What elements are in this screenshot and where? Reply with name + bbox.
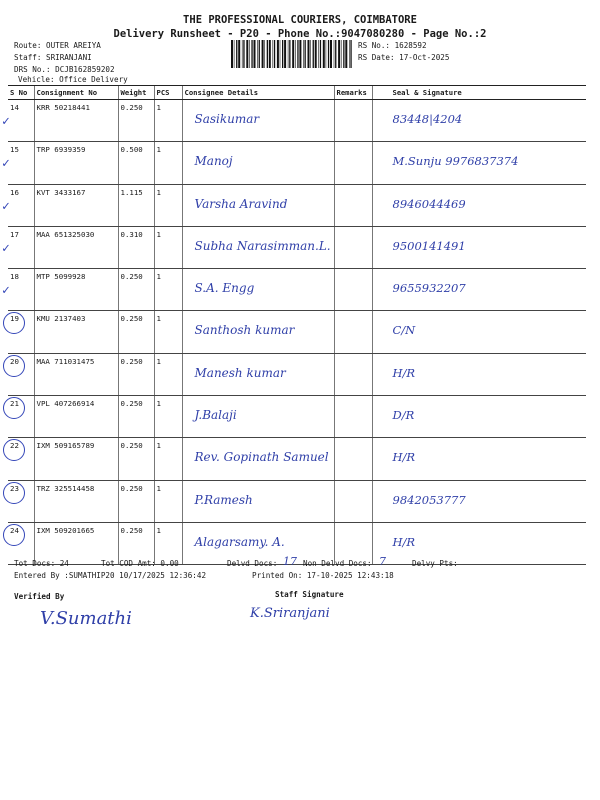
check-mark-icon: ✓	[2, 198, 10, 214]
barcode-bar	[303, 40, 304, 68]
pcs-cell: 1	[154, 480, 182, 522]
signature-cell	[372, 480, 586, 522]
drs-label: DRS No.: DCJB162859202	[14, 65, 115, 74]
consignment-cell: MAA 651325030	[34, 226, 118, 268]
table-row	[8, 396, 586, 438]
barcode-bar	[310, 40, 311, 68]
col-remarks: Remarks	[334, 86, 372, 100]
weight-cell: 0.250	[118, 438, 154, 480]
barcode-bar	[323, 40, 325, 68]
col-seal-signature: Seal & Signature	[372, 86, 586, 100]
rs-date: RS Date: 17-Oct-2025	[358, 53, 450, 62]
barcode-bar	[305, 40, 306, 68]
remarks-cell	[334, 269, 372, 311]
pcs-cell: 1	[154, 142, 182, 184]
barcode-bar	[246, 40, 248, 68]
sno-cell	[2, 226, 34, 268]
delivered-docs-label: Delvd Docs:	[227, 559, 278, 568]
sno-cell	[2, 142, 34, 184]
pcs-cell: 1	[154, 522, 182, 564]
consignee-cell	[182, 311, 334, 353]
barcode-bar	[288, 40, 289, 68]
circle-mark-icon	[3, 524, 25, 546]
barcode-bar	[292, 40, 294, 68]
consignee-handwritten: Santhosh kumar	[194, 323, 295, 338]
barcode-bar	[313, 40, 314, 68]
consignment-cell: VPL 407266914	[34, 396, 118, 438]
table-header-row	[8, 86, 586, 100]
col-consignee: Consignee Details	[182, 86, 334, 100]
sno-cell	[8, 480, 34, 522]
consignee-handwritten: Manoj	[194, 154, 233, 169]
weight-cell: 0.250	[118, 269, 154, 311]
weight-cell: 1.115	[118, 184, 154, 226]
barcode-bar	[335, 40, 336, 68]
consignee-cell	[182, 353, 334, 395]
remarks-cell	[334, 480, 372, 522]
table-row	[8, 100, 586, 142]
barcode-bar	[345, 40, 347, 68]
check-mark-icon: ✓	[2, 156, 10, 172]
seal-signature-handwritten: C/N	[392, 323, 416, 338]
verifier-signature: V.Sumathi	[40, 608, 132, 629]
consignment-cell: MTP 5099928	[34, 269, 118, 311]
circle-mark-icon	[3, 482, 25, 504]
consignment-cell: IXM 509201665	[34, 522, 118, 564]
table-row	[8, 311, 586, 353]
consignment-cell: KRR 50218441	[34, 100, 118, 142]
sno-cell	[2, 100, 34, 142]
company-title: THE PROFESSIONAL COURIERS, COIMBATORE	[183, 14, 417, 26]
signature-cell	[372, 311, 586, 353]
weight-cell: 0.250	[118, 353, 154, 395]
barcode-bar	[234, 40, 235, 68]
consignee-cell	[182, 184, 334, 226]
barcode-bar	[299, 40, 301, 68]
signature-cell	[372, 226, 586, 268]
circle-mark-icon	[3, 439, 25, 461]
barcode-bar	[343, 40, 344, 68]
barcode-bar	[350, 40, 351, 68]
sno-cell	[8, 353, 34, 395]
barcode-bar	[249, 40, 250, 68]
sno-value: 23	[10, 483, 19, 493]
table-row	[8, 226, 586, 268]
weight-cell: 0.500	[118, 142, 154, 184]
vehicle-label: Vehicle: Office Delivery	[18, 75, 128, 84]
barcode-bar	[326, 40, 327, 68]
seal-signature-handwritten: 9500141491	[392, 238, 466, 253]
consignment-cell: KMU 2137403	[34, 311, 118, 353]
table-row	[8, 142, 586, 184]
barcode-bar	[341, 40, 342, 68]
weight-cell: 0.250	[118, 311, 154, 353]
pcs-cell: 1	[154, 226, 182, 268]
barcode-bar	[289, 40, 290, 68]
barcode-bar	[269, 40, 271, 68]
remarks-cell	[334, 100, 372, 142]
circle-mark-icon	[3, 397, 25, 419]
seal-signature-handwritten: 8946044469	[392, 196, 466, 211]
barcode-bar	[315, 40, 317, 68]
seal-signature-handwritten: 9655932207	[392, 281, 466, 296]
remarks-cell	[334, 142, 372, 184]
signature-cell	[372, 100, 586, 142]
col-consignment: Consignment No	[34, 86, 118, 100]
barcode-bar	[262, 40, 264, 68]
barcode-bar	[282, 40, 283, 68]
consignee-handwritten: Subha Narasimman.L.	[194, 238, 331, 253]
consignment-cell: MAA 711031475	[34, 353, 118, 395]
circle-mark-icon	[3, 312, 25, 334]
consignee-handwritten: Manesh kumar	[194, 365, 286, 380]
non-delivered-docs-count: 7	[379, 555, 386, 568]
barcode-bar	[338, 40, 340, 68]
pcs-cell: 1	[154, 311, 182, 353]
barcode-bar	[280, 40, 281, 68]
barcode-bar	[264, 40, 265, 68]
remarks-cell	[334, 353, 372, 395]
remarks-cell	[334, 438, 372, 480]
verified-by-label: Verified By	[14, 592, 65, 601]
sno-value: 17	[10, 229, 19, 239]
sno-value: 22	[10, 441, 19, 451]
barcode-bar	[274, 40, 275, 68]
signature-cell	[372, 396, 586, 438]
seal-signature-handwritten: D/R	[392, 408, 415, 423]
remarks-cell	[334, 396, 372, 438]
consignee-cell	[182, 226, 334, 268]
sno-value: 18	[10, 272, 19, 282]
barcode-bar	[284, 40, 286, 68]
barcode-bar	[254, 40, 256, 68]
remarks-cell	[334, 226, 372, 268]
pcs-cell: 1	[154, 438, 182, 480]
staff-signature: K.Sriranjani	[250, 606, 330, 621]
col-sno: S No	[8, 86, 34, 100]
sno-value: 21	[10, 399, 19, 409]
table-row	[8, 522, 586, 564]
sno-value: 19	[10, 314, 19, 324]
signature-cell	[372, 522, 586, 564]
consignee-handwritten: P.Ramesh	[194, 492, 253, 507]
pcs-cell: 1	[154, 269, 182, 311]
signature-cell	[372, 269, 586, 311]
barcode-bar	[318, 40, 319, 68]
consignment-cell: KVT 3433167	[34, 184, 118, 226]
non-delivered-docs-label: Non Delvd Docs:	[303, 559, 372, 568]
printed-on: Printed On: 17-10-2025 12:43:18	[252, 571, 394, 580]
consignee-handwritten: J.Balaji	[194, 408, 237, 423]
barcode	[230, 40, 354, 68]
consignee-handwritten: Rev. Gopinath Samuel	[194, 450, 329, 465]
consignment-cell: TRZ 325514458	[34, 480, 118, 522]
staff-signature-label: Staff Signature	[275, 590, 344, 599]
pcs-cell: 1	[154, 396, 182, 438]
barcode-bar	[243, 40, 244, 68]
pcs-cell: 1	[154, 184, 182, 226]
weight-cell: 0.250	[118, 100, 154, 142]
signature-cell	[372, 438, 586, 480]
table-row	[8, 353, 586, 395]
sno-value: 14	[10, 103, 19, 112]
total-docs: Tot Docs: 24	[14, 559, 69, 568]
seal-signature-handwritten: H/R	[392, 365, 416, 380]
consignee-cell	[182, 438, 334, 480]
barcode-bar	[295, 40, 296, 68]
col-pcs: PCS	[154, 86, 182, 100]
barcode-bar	[334, 40, 335, 68]
weight-cell: 0.250	[118, 396, 154, 438]
route-label: Route: OUTER AREIYA	[14, 41, 101, 50]
barcode-bar	[328, 40, 329, 68]
table-row	[8, 184, 586, 226]
sno-cell	[8, 396, 34, 438]
consignee-cell	[182, 480, 334, 522]
rs-number: RS No.: 1628592	[358, 41, 427, 50]
consignee-handwritten: Sasikumar	[194, 112, 260, 126]
check-mark-icon: ✓	[2, 114, 10, 129]
sno-value: 20	[10, 356, 19, 366]
check-mark-icon: ✓	[2, 283, 10, 299]
weight-cell: 0.250	[118, 522, 154, 564]
seal-signature-handwritten: M.Sunju 9976837374	[392, 154, 519, 169]
signature-cell	[372, 142, 586, 184]
pcs-cell: 1	[154, 353, 182, 395]
staff-label: Staff: SRIRANJANI	[14, 53, 92, 62]
circle-mark-icon	[3, 355, 25, 377]
seal-signature-handwritten: H/R	[392, 450, 416, 465]
barcode-bar	[320, 40, 321, 68]
weight-cell: 0.310	[118, 226, 154, 268]
delivered-docs-count: 17	[283, 555, 297, 568]
col-weight: Weight	[118, 86, 154, 100]
runsheet-table	[2, 85, 586, 565]
sno-value: 15	[10, 145, 19, 155]
barcode-bar	[259, 40, 260, 68]
pcs-cell: 1	[154, 100, 182, 142]
weight-cell: 0.250	[118, 480, 154, 522]
barcode-bar	[242, 40, 243, 68]
barcode-bar	[231, 40, 233, 68]
signature-cell	[372, 184, 586, 226]
remarks-cell	[334, 184, 372, 226]
remarks-cell	[334, 311, 372, 353]
total-cod: Tot COD Amt: 0.00	[101, 559, 179, 568]
runsheet-title: Delivery Runsheet - P20 - Phone No.:9047080280 - Page No.:2	[113, 28, 487, 40]
consignee-cell	[182, 396, 334, 438]
consignee-cell	[182, 142, 334, 184]
table-row	[8, 269, 586, 311]
consignee-handwritten: Varsha Aravind	[194, 196, 288, 211]
barcode-bar	[238, 40, 240, 68]
sno-cell	[8, 438, 34, 480]
barcode-bar	[330, 40, 332, 68]
signature-cell	[372, 353, 586, 395]
delivery-points-label: Delvy Pts:	[412, 559, 458, 568]
sno-cell	[2, 269, 34, 311]
seal-signature-handwritten: H/R	[392, 534, 416, 549]
barcode-bar	[349, 40, 350, 68]
barcode-bar	[257, 40, 258, 68]
consignment-cell: TRP 6939359	[34, 142, 118, 184]
sno-cell	[2, 184, 34, 226]
entered-by: Entered By :SUMATHIP20 10/17/2025 12:36:42	[14, 571, 207, 580]
check-mark-icon: ✓	[2, 240, 10, 256]
seal-signature-handwritten: 9842053777	[392, 492, 466, 507]
sno-value: 24	[10, 525, 19, 535]
barcode-bar	[267, 40, 268, 68]
seal-signature-handwritten: 83448|4204	[392, 112, 463, 126]
consignee-handwritten: Alagarsamy. A.	[194, 534, 285, 549]
sno-value: 16	[10, 187, 19, 197]
barcode-bar	[273, 40, 274, 68]
barcode-bar	[251, 40, 252, 68]
table-row	[8, 480, 586, 522]
barcode-bar	[277, 40, 279, 68]
consignment-cell: IXM 509165789	[34, 438, 118, 480]
consignee-cell	[182, 100, 334, 142]
consignee-handwritten: S.A. Engg	[194, 281, 255, 296]
sno-cell	[8, 311, 34, 353]
consignee-cell	[182, 269, 334, 311]
table-row	[8, 438, 586, 480]
barcode-bar	[236, 40, 237, 68]
barcode-bar	[308, 40, 310, 68]
barcode-bar	[297, 40, 298, 68]
